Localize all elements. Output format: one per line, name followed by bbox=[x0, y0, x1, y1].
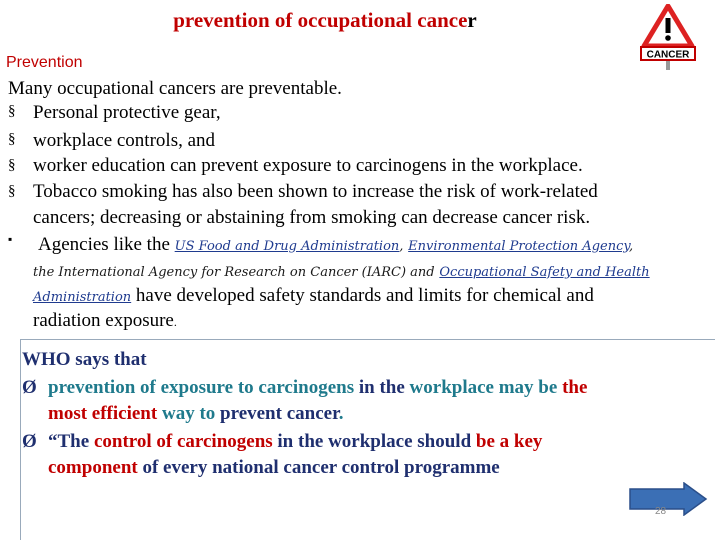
who-point-1-line-1 bbox=[48, 375, 587, 401]
who-p2-a: “The bbox=[48, 431, 90, 452]
who-point-1-line-2 bbox=[48, 401, 344, 427]
who-heading: WHO says that bbox=[22, 349, 147, 370]
sep-1: , bbox=[399, 239, 404, 254]
agencies-lead: Agencies like the bbox=[38, 234, 170, 255]
bullet-2: workplace controls, and bbox=[33, 130, 216, 151]
who-p1-g: prevent cancer bbox=[220, 403, 339, 424]
bullet-marker-1: § bbox=[8, 103, 16, 119]
page-number: 28 bbox=[655, 506, 667, 517]
who-point-2-line-2 bbox=[48, 455, 500, 481]
link-fda[interactable]: US Food and Drug Administration bbox=[174, 239, 400, 254]
link-osha[interactable]: Occupational Safety and Health bbox=[439, 265, 650, 280]
bullet-marker-3: § bbox=[8, 157, 16, 173]
who-p1-h: . bbox=[338, 403, 344, 424]
who-p1-a: prevention of exposure to carcinogens bbox=[48, 377, 355, 398]
section-heading: Prevention bbox=[6, 54, 83, 71]
who-p2-e: component bbox=[48, 457, 138, 478]
right-arrow-icon bbox=[628, 482, 708, 516]
agencies-line-2 bbox=[33, 259, 650, 285]
agencies-rest-1: have developed safety standards and limits for chemical and bbox=[135, 285, 594, 306]
link-epa[interactable]: Environmental Protection Agency bbox=[408, 239, 629, 254]
next-slide-button[interactable] bbox=[628, 482, 708, 516]
bullet-marker-2: § bbox=[8, 131, 16, 147]
agencies-rest-2: radiation exposure bbox=[33, 310, 174, 331]
bullet-1: Personal protective gear, bbox=[33, 102, 221, 123]
who-p1-f: way to bbox=[161, 403, 216, 424]
bullet-4: Tobacco smoking has also been shown to increase the risk of work-related bbox=[33, 181, 598, 202]
link-osha-continued[interactable]: Administration bbox=[33, 290, 132, 305]
sep-2: , bbox=[628, 239, 634, 254]
iarc-text: the International Agency for Research on Cancer (IARC) and bbox=[33, 265, 435, 280]
agencies-line-1 bbox=[38, 233, 633, 259]
who-p2-d: be a key bbox=[475, 431, 543, 452]
bullet-4-continued: cancers; decreasing or abstaining from smoking can decrease cancer risk. bbox=[33, 207, 591, 228]
who-p2-b: control of carcinogens bbox=[93, 431, 273, 452]
intro-text: Many occupational cancers are preventable. bbox=[8, 78, 342, 99]
agencies-line-4 bbox=[33, 309, 177, 334]
who-p1-e: most efficient bbox=[48, 403, 158, 424]
slide-title-tail: r bbox=[467, 8, 477, 32]
agencies-line-3 bbox=[33, 284, 594, 310]
agencies-rest-2-end: . bbox=[173, 315, 177, 329]
who-p2-c: in the workplace should bbox=[277, 431, 472, 452]
who-p1-c: workplace may be bbox=[409, 377, 558, 398]
who-p1-b: in the bbox=[358, 377, 405, 398]
who-p2-f: of every national cancer control programme bbox=[142, 457, 500, 478]
bullet-marker-5: ▪ bbox=[8, 232, 13, 246]
who-point-2-line-1 bbox=[48, 429, 542, 455]
warning-sign-icon bbox=[636, 4, 700, 70]
sign-label: CANCER bbox=[646, 49, 690, 61]
who-p1-d: the bbox=[562, 377, 588, 398]
slide-title bbox=[0, 8, 650, 33]
slide-title-main: prevention of occupational cance bbox=[173, 8, 468, 32]
bullet-3: worker education can prevent exposure to carcinogens in the workplace. bbox=[33, 155, 583, 176]
who-arrow-1: Ø bbox=[22, 377, 37, 398]
bullet-marker-4: § bbox=[8, 183, 16, 199]
who-arrow-2: Ø bbox=[22, 431, 37, 452]
